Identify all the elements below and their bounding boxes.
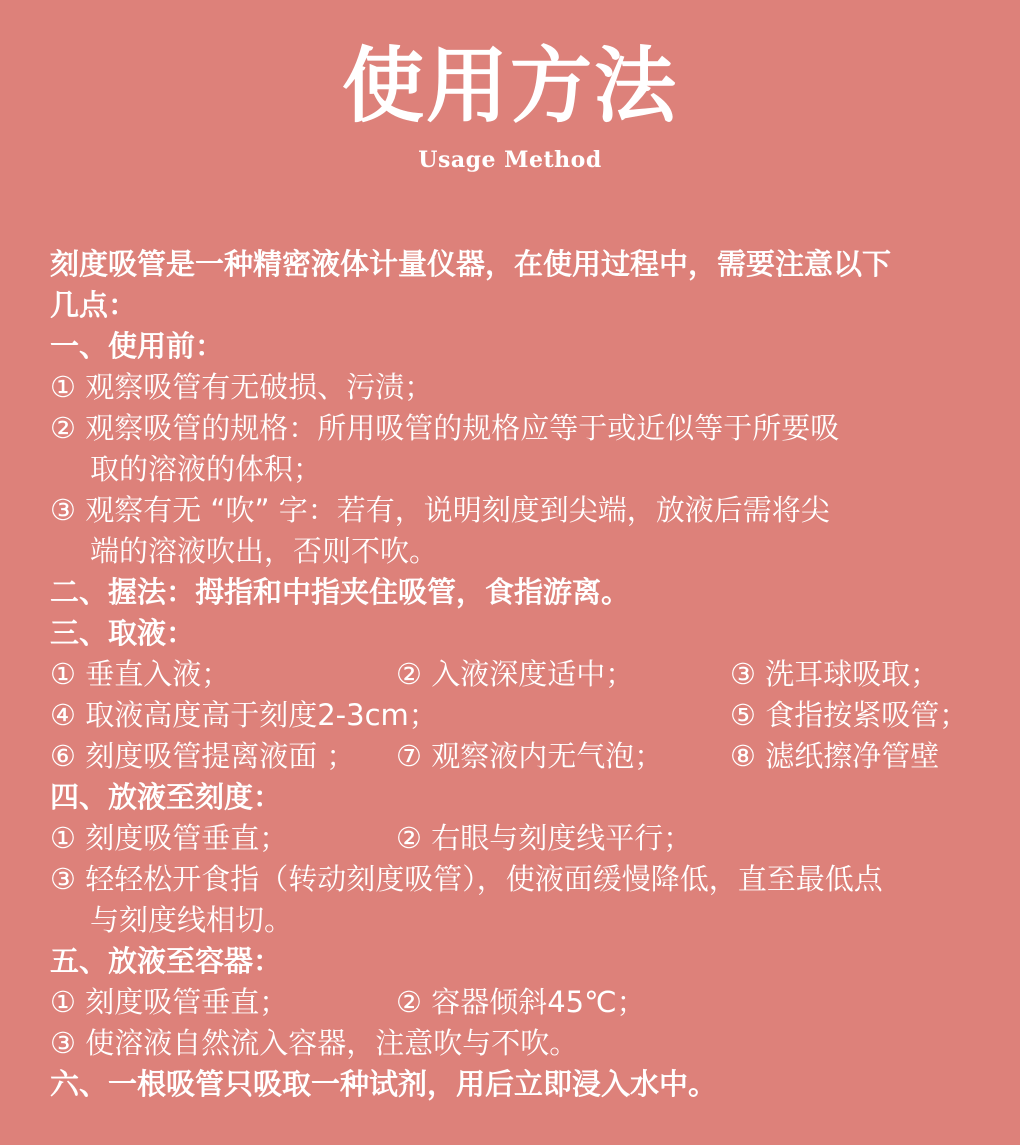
list-row [50, 736, 1000, 777]
list-row [50, 654, 1000, 695]
list-item: ④ 取液高度高于刻度2-3cm； [50, 698, 438, 732]
list-item: ② 右眼与刻度线平行； [396, 821, 693, 855]
section-heading-release-to-container: 五、放液至容器： [50, 944, 283, 978]
list-item: ⑥ 刻度吸管提离液面 ； [50, 739, 356, 773]
list-item: ⑤ 食指按紧吸管； [730, 698, 969, 732]
list-item: ⑧ 滤纸擦净管壁 [730, 739, 940, 773]
list-item: ② 观察吸管的规格：所用吸管的规格应等于或近似等于所要吸 [50, 411, 840, 445]
section-heading-grip: 二、握法：拇指和中指夹住吸管，食指游离。 [50, 575, 631, 609]
list-item: ② 容器倾斜45℃； [396, 985, 646, 1019]
intro-line-1: 刻度吸管是一种精密液体计量仪器，在使用过程中，需要注意以下 [50, 247, 892, 281]
list-item-continuation: 与刻度线相切。 [90, 903, 294, 937]
section-heading-before-use: 一、使用前： [50, 329, 225, 363]
section-heading-draw-liquid: 三、取液： [50, 616, 196, 650]
page-title: 使用方法 [341, 38, 678, 134]
intro-line-2: 几点： [50, 288, 138, 322]
list-item: ① 刻度吸管垂直； [50, 985, 289, 1019]
list-item: ① 垂直入液； [50, 657, 231, 691]
list-item: ③ 轻轻松开食指（转动刻度吸管），使液面缓慢降低，直至最低点 [50, 862, 883, 896]
list-item: ② 入液深度适中； [396, 657, 635, 691]
instructions-body [50, 244, 1000, 1105]
list-item: ③ 使溶液自然流入容器，注意吹与不吹。 [50, 1026, 579, 1060]
list-item: ① 观察吸管有无破损、污渍； [50, 370, 434, 404]
list-item-continuation: 取的溶液的体积； [90, 452, 323, 486]
list-item-continuation: 端的溶液吹出，否则不吹。 [90, 534, 439, 568]
section-heading-release-to-mark: 四、放液至刻度： [50, 780, 283, 814]
page-subtitle: Usage Method [418, 147, 602, 173]
list-item: ③ 观察有无 “吹” 字：若有，说明刻度到尖端，放液后需将尖 [50, 493, 830, 527]
list-row [50, 818, 1000, 859]
list-row [50, 695, 1000, 736]
list-row [50, 982, 1000, 1023]
section-heading-one-pipette-one-reagent: 六、一根吸管只吸取一种试剂，用后立即浸入水中。 [50, 1067, 718, 1101]
list-item: ⑦ 观察液内无气泡； [396, 739, 664, 773]
list-item: ① 刻度吸管垂直； [50, 821, 289, 855]
list-item: ③ 洗耳球吸取； [730, 657, 940, 691]
